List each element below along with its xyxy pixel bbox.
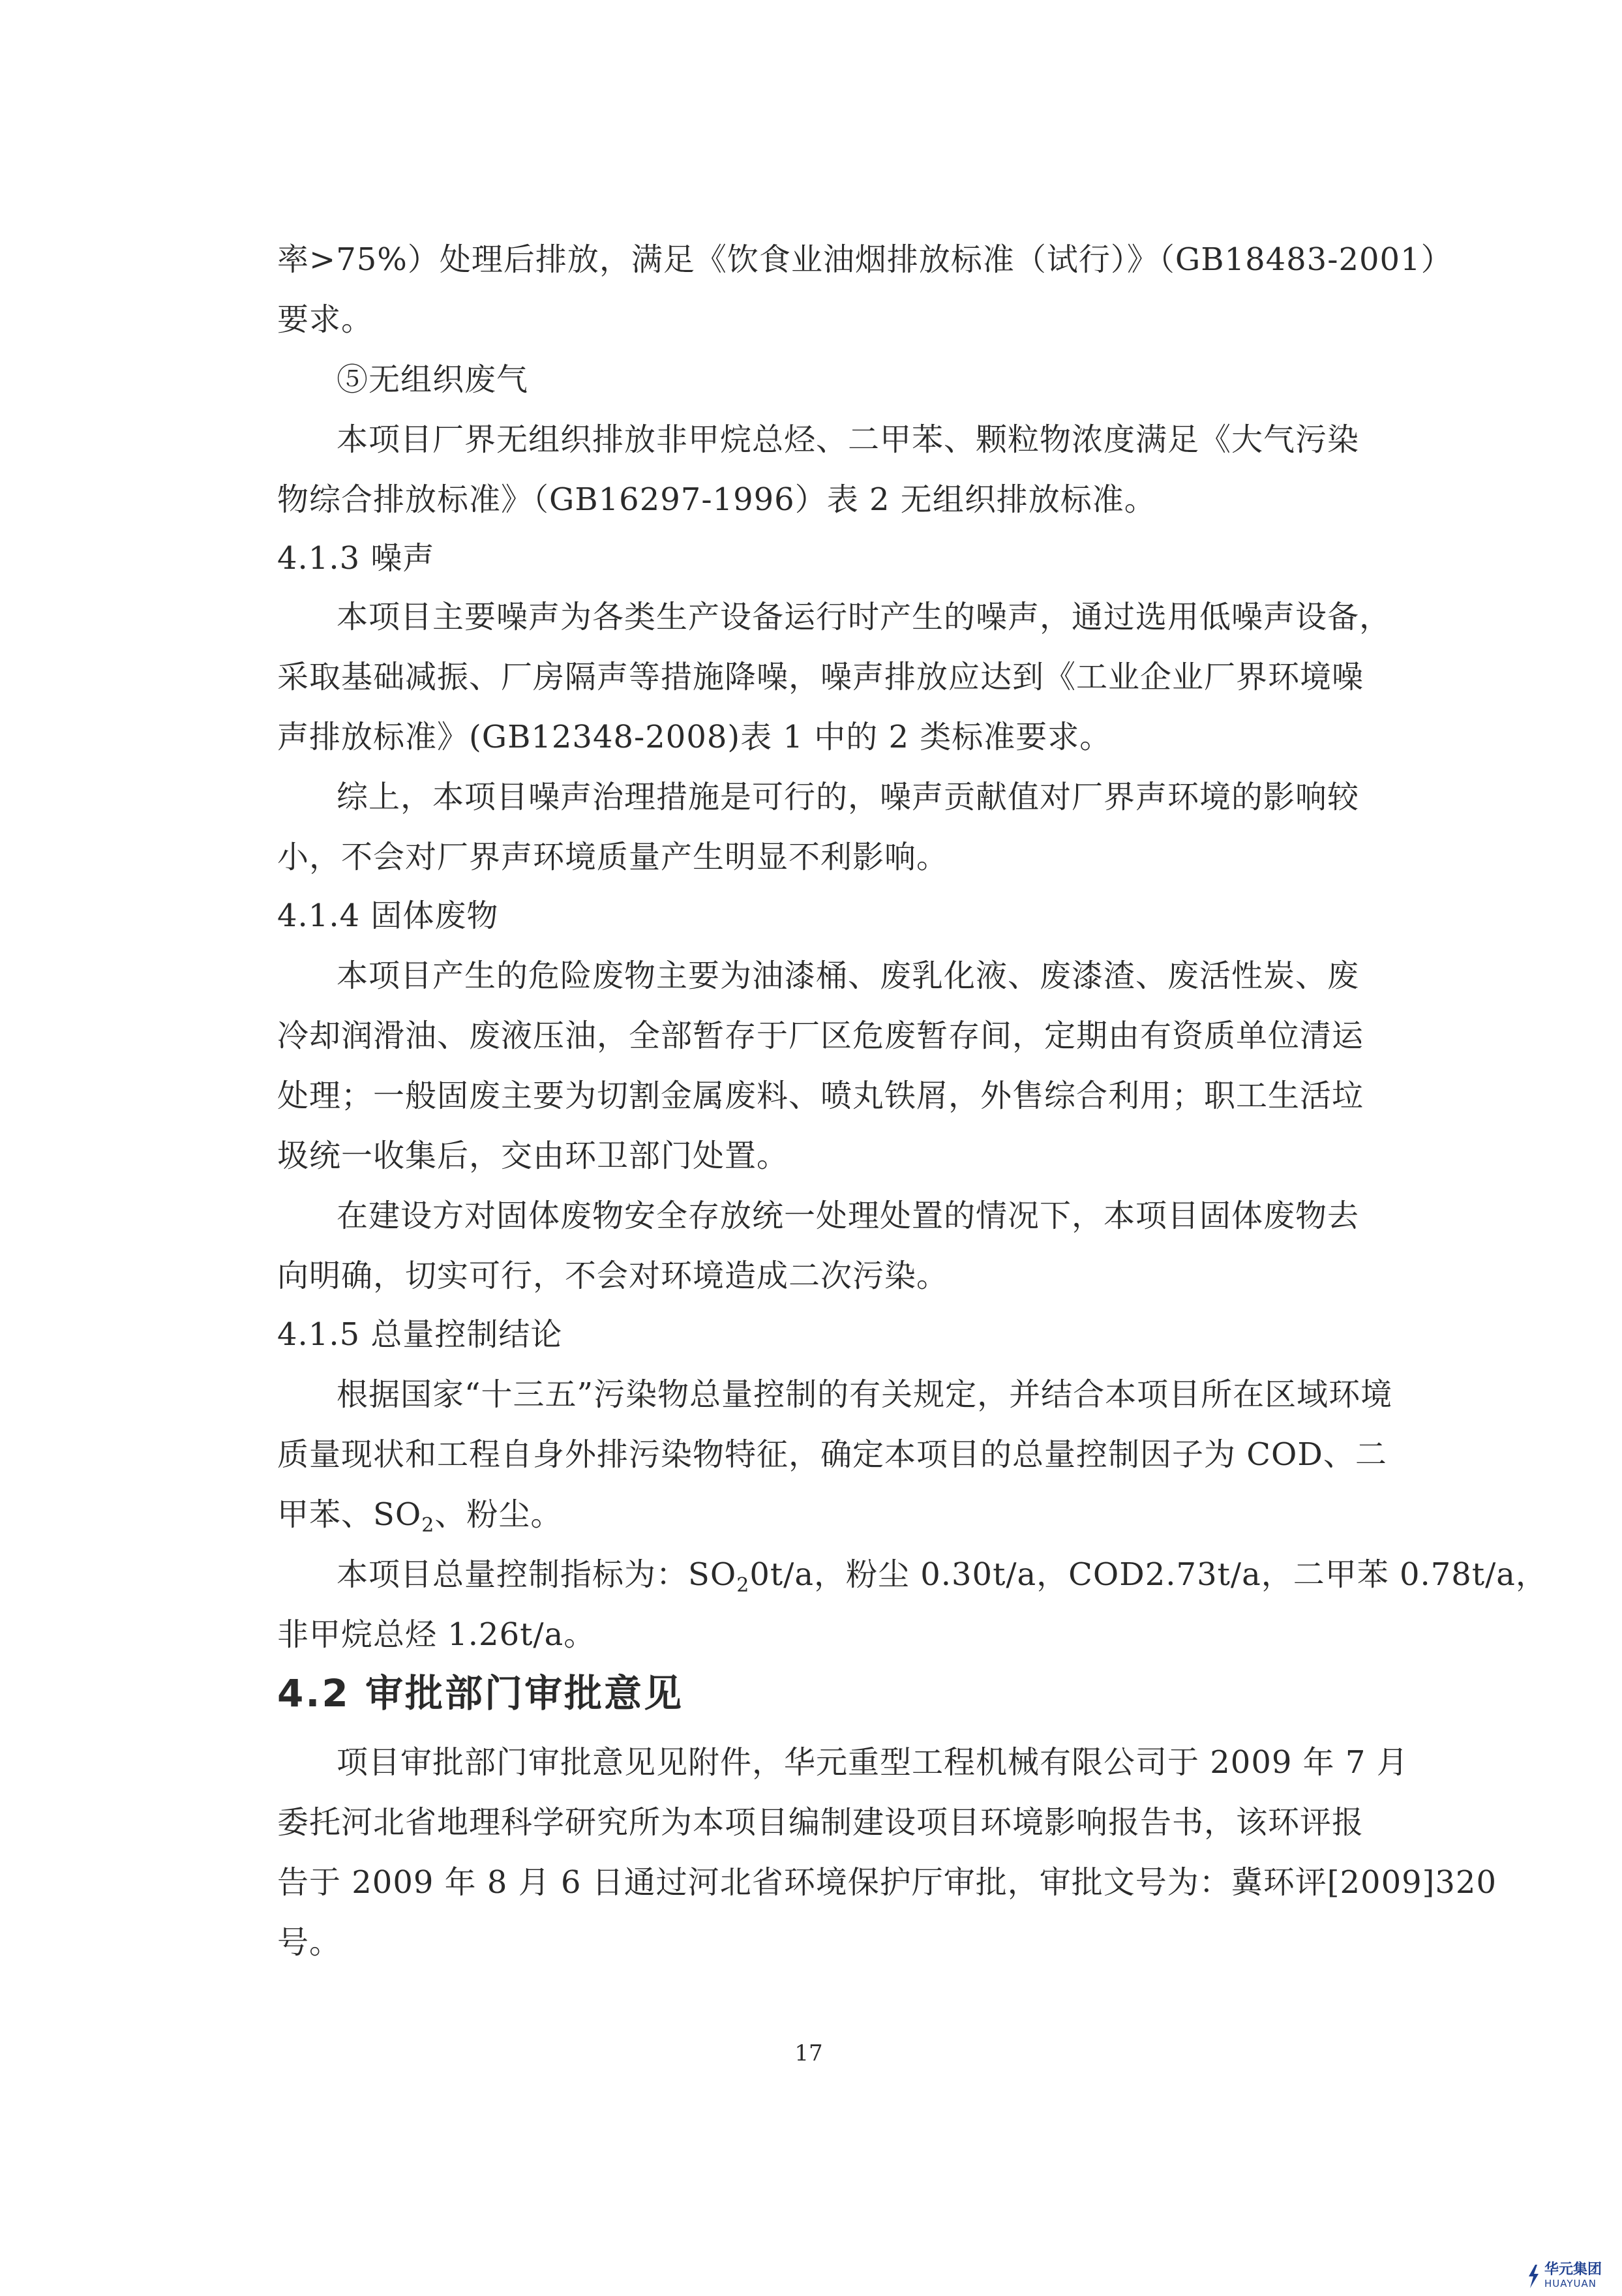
subscript: 2 bbox=[421, 1514, 435, 1537]
paragraph-line bbox=[337, 1555, 1548, 1597]
paragraph-line: 号。 bbox=[277, 1924, 342, 1961]
paragraph-line: 处理；一般固废主要为切割金属废料、喷丸铁屑，外售综合利用；职工生活垃 bbox=[277, 1078, 1364, 1114]
huayuan-logo bbox=[1526, 2262, 1617, 2292]
paragraph-line: 本项目产生的危险废物主要为油漆桶、废乳化液、废漆渣、废活性炭、废 bbox=[337, 958, 1360, 994]
section-4-1-5-total-control: 4.1.5 总量控制结论 bbox=[277, 1316, 563, 1353]
text-span: 本项目总量控制指标为：SO bbox=[337, 1556, 737, 1593]
paragraph-line: 要求。 bbox=[277, 301, 374, 338]
paragraph-line: 圾统一收集后，交由环卫部门处置。 bbox=[277, 1138, 789, 1174]
section-4-2-heading: 4.2 审批部门审批意见 bbox=[277, 1671, 683, 1715]
lightning-logo-icon bbox=[1526, 2265, 1540, 2288]
subscript: 2 bbox=[736, 1574, 750, 1597]
paragraph-line: 质量现状和工程自身外排污染物特征，确定本项目的总量控制因子为 COD、二 bbox=[277, 1436, 1387, 1473]
text-span: 甲苯、SO bbox=[277, 1496, 422, 1533]
paragraph-line: 冷却润滑油、废液压油，全部暂存于厂区危废暂存间，定期由有资质单位清运 bbox=[277, 1018, 1364, 1054]
logo-text-en: HUAYUAN bbox=[1544, 2278, 1597, 2289]
paragraph-line: 向明确，切实可行，不会对环境造成二次污染。 bbox=[277, 1258, 949, 1294]
paragraph-line: 本项目厂界无组织排放非甲烷总烃、二甲苯、颗粒物浓度满足《大气污染 bbox=[337, 421, 1360, 458]
section-4-1-3-noise: 4.1.3 噪声 bbox=[277, 540, 435, 577]
paragraph-line: 非甲烷总烃 1.26t/a。 bbox=[277, 1616, 596, 1653]
logo-text-cn: 华元集团 bbox=[1544, 2261, 1602, 2278]
paragraph-line: 在建设方对固体废物安全存放统一处理处置的情况下，本项目固体废物去 bbox=[337, 1198, 1360, 1234]
paragraph-line: 告于 2009 年 8 月 6 日通过河北省环境保护厅审批，审批文号为：冀环评[2009]320 bbox=[277, 1864, 1497, 1901]
section-4-1-4-solid-waste: 4.1.4 固体废物 bbox=[277, 898, 499, 934]
paragraph-line: 项目审批部门审批意见见附件，华元重型工程机械有限公司于 2009 年 7 月 bbox=[337, 1744, 1409, 1781]
paragraph-line: 采取基础减振、厂房隔声等措施降噪，噪声排放应达到《工业企业厂界环境噪 bbox=[277, 659, 1364, 695]
paragraph-line bbox=[277, 1495, 1347, 1537]
text-span: 0t/a，粉尘 0.30t/a，COD2.73t/a，二甲苯 0.78t/a， bbox=[749, 1556, 1548, 1593]
paragraph-line: 物综合排放标准》（GB16297-1996）表 2 无组织排放标准。 bbox=[277, 481, 1156, 518]
page-number: 17 bbox=[794, 2040, 823, 2066]
paragraph-line: 综上，本项目噪声治理措施是可行的，噪声贡献值对厂界声环境的影响较 bbox=[337, 779, 1360, 815]
paragraph-line: 小，不会对厂界声环境质量产生明显不利影响。 bbox=[277, 839, 949, 875]
paragraph-line: 根据国家“十三五”污染物总量控制的有关规定，并结合本项目所在区域环境 bbox=[337, 1376, 1393, 1413]
subheading-fugitive-gas: ⑤无组织废气 bbox=[337, 361, 529, 398]
paragraph-line: 委托河北省地理科学研究所为本项目编制建设项目环境影响报告书，该环评报 bbox=[277, 1804, 1364, 1841]
paragraph-line: 本项目主要噪声为各类生产设备运行时产生的噪声，通过选用低噪声设备， bbox=[337, 599, 1392, 635]
text-span: 、粉尘。 bbox=[434, 1496, 563, 1533]
paragraph-line: 率>75%）处理后排放，满足《饮食业油烟排放标准（试行）》（GB18483-2001） bbox=[277, 241, 1453, 278]
paragraph-line: 声排放标准》(GB12348-2008)表 1 中的 2 类标准要求。 bbox=[277, 719, 1112, 755]
